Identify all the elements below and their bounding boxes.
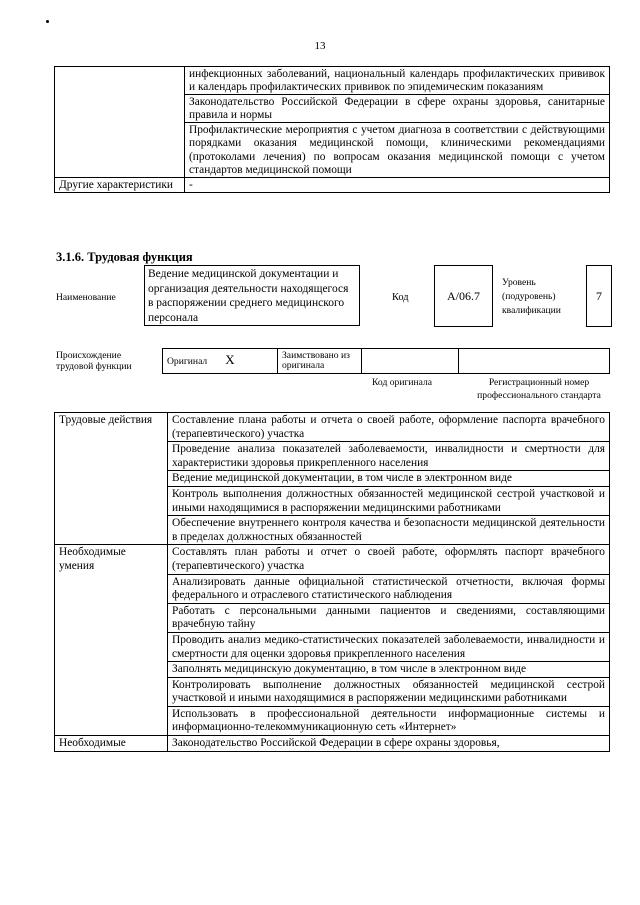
table-cell: Ведение медицинской документации, в том числе в электронном виде [168,471,610,487]
table-row [55,545,610,574]
table-cell: Заполнять медицинскую документацию, в том числе в электронном виде [168,662,610,678]
table-row [55,736,610,752]
name-value-box: Ведение медицинской документации и организация деятельности находящегося в распоряжении среднего медицинского персонала [144,265,360,326]
table-row [55,67,610,95]
table-cell: Контролировать выполнение должностных обязанностей медицинской сестрой участковой и иными находящимися в распоряжении медицинскими работниками [168,677,610,706]
row-label: Другие характеристики [55,177,185,192]
scan-dot [46,20,49,23]
reg-number-label: Регистрационный номер профессионального стандарта [477,377,601,401]
table-cell: Анализировать данные официальной статистической отчетности, включая формы федерального и отраслевого статистического наблюдения [168,574,610,603]
row-label [55,67,185,178]
table-cell: - [185,177,610,192]
borrowed-label: Заимствовано из оригинала [278,349,362,374]
table-cell: Обеспечение внутреннего контроля качества и безопасности медицинской деятельности в пределах должностных обязанностей [168,516,610,545]
table-cell: Составлять план работы и отчет о своей работе, оформлять паспорт врачебного (терапевтического) участка [168,545,610,574]
code-value-box: A/06.7 [434,265,493,327]
table-cell: Контроль выполнения должностных обязанностей медицинской сестрой участковой и иными находящимися в распоряжении медицинскими работниками [168,486,610,515]
table-cell: Профилактические мероприятия с учетом диагноза в соответствии с действующими порядками оказания медицинской помощи, клиническими рекомендациями (протоколами лечения) по вопросам оказания медицинской помощи с учетом стандартов медицинской помощи [185,123,610,177]
table-cell: Составление плана работы и отчета о своей работе, оформление паспорта врачебного (терапевтического) участка [168,413,610,442]
table-cell: Проведение анализа показателей заболеваемости, инвалидности и смертности для характеристики здоровья прикрепленного населения [168,442,610,471]
page-number: 13 [314,40,326,52]
table-cell: Использовать в профессиональной деятельности информационные системы и информационно-телекоммуникационную сеть «Интернет» [168,706,610,735]
table-cell: инфекционных заболеваний, национальный календарь профилактических прививок и календарь профилактических прививок по эпидемическим показаниям [185,67,610,95]
level-label: Уровень (подуровень) квалификации [502,277,561,316]
table-row [55,413,610,442]
origin-table [162,348,610,374]
code-original-label: Код оригинала [372,377,433,388]
table-cell: Законодательство Российской Федерации в сфере охраны здоровья, [168,736,610,752]
original-label: Оригинал [167,355,208,367]
origin-original-cell [163,349,278,374]
reg-number-cell [459,349,610,374]
section-title: 3.1.6. Трудовая функция [56,250,193,264]
code-original-cell [362,349,459,374]
top-table [54,66,610,193]
table-row [163,349,610,374]
code-label: Код [392,292,409,303]
group-label: Необходимые [55,736,168,752]
table-cell: Законодательство Российской Федерации в сфере охраны здоровья, санитарные правила и нормы [185,95,610,123]
name-label: Наименование [56,292,116,303]
level-value-box: 7 [586,265,612,327]
table-row [55,177,610,192]
group-label: Трудовые действия [55,413,168,545]
table-cell: Проводить анализ медико-статистических показателей заболеваемости, инвалидности и смертности для оценки здоровья прикрепленного населения [168,632,610,661]
original-mark: X [225,351,235,367]
origin-label: Происхождение трудовой функции [56,350,132,372]
table-cell: Работать с персональными данными пациентов и сведениями, составляющими врачебную тайну [168,603,610,632]
group-label: Необходимые умения [55,545,168,736]
main-table [54,412,610,752]
